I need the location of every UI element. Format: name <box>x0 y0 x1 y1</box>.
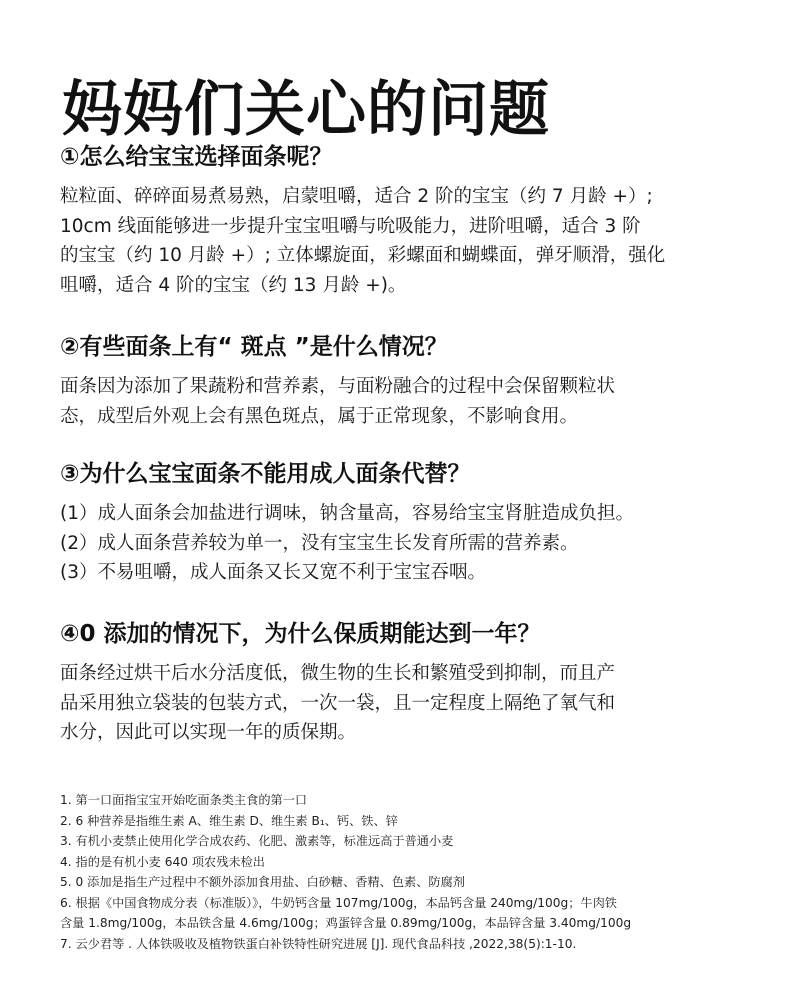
answer-line: 粒粒面、碎碎面易煮易熟，启蒙咀嚼，适合 2 阶的宝宝（约 7 月龄 +）; <box>60 186 653 207</box>
answer-line: 10cm 线面能够进一步提升宝宝咀嚼与吮吸能力，进阶咀嚼，适合 3 阶 <box>60 215 641 237</box>
answer-3 <box>60 499 750 588</box>
faq-section-3 <box>60 457 750 588</box>
answer-line: (2）成人面条营养较为单一，没有宝宝生长发育所需的营养素。 <box>60 532 579 554</box>
footnote: 含量 1.8mg/100g，本品铁含量 4.6mg/100g；鸡蛋锌含量 0.89mg/100g，本品锌含量 3.40mg/100g <box>60 916 632 930</box>
answer-line: 的宝宝（约 10 月龄 +）; 立体螺旋面，彩螺面和蝴蝶面，弹牙顺滑，强化 <box>60 245 666 266</box>
footnote: 4. 指的是有机小麦 640 项农残未检出 <box>60 854 265 869</box>
footnote: 7. 云少君等 . 人体铁吸收及植物铁蛋白补铁特性研究进展 [J]. 现代食品科技 ,2022,38(5):1-10. <box>60 936 577 951</box>
answer-4 <box>60 659 750 748</box>
footnote: 6. 根据《中国食物成分表（标准版）》，牛奶钙含量 107mg/100g，本品钙含量 240mg/100g；牛肉铁 <box>60 895 617 910</box>
answer-line: 咀嚼，适合 4 阶的宝宝（约 13 月龄 +)。 <box>60 274 407 296</box>
answer-2 <box>60 372 750 431</box>
answer-line: 水分，因此可以实现一年的质保期。 <box>60 722 357 743</box>
question-2: ②有些面条上有“ 斑点 ”是什么情况？ <box>60 334 448 360</box>
answer-line: 面条经过烘干后水分活度低，微生物的生长和繁殖受到抑制，而且产 <box>60 663 616 684</box>
answer-line: (3）不易咀嚼，成人面条又长又宽不利于宝宝吞咽。 <box>60 562 486 583</box>
answer-line: 品采用独立袋装的包装方式，一次一袋，且一定程度上隔绝了氧气和 <box>60 692 616 714</box>
faq-section-4 <box>60 617 750 748</box>
answer-line: 态，成型后外观上会有黑色斑点，属于正常现象，不影响食用。 <box>60 405 579 427</box>
footnote: 5. 0 添加是指生产过程中不额外添加食用盐、白砂糖、香精、色素、防腐剂 <box>60 875 465 889</box>
footnote: 3. 有机小麦禁止使用化学合成农药、化肥、激素等，标准远高于普通小麦 <box>60 834 454 848</box>
question-1: ①怎么给宝宝选择面条呢？ <box>60 144 333 170</box>
answer-line: (1）成人面条会加盐进行调味，钠含量高，容易给宝宝肾脏造成负担。 <box>60 503 634 524</box>
faq-section-1 <box>60 140 750 300</box>
footnote: 1. 第一口面指宝宝开始吃面条类主食的第一口 <box>60 793 308 807</box>
footnote: 2. 6 种营养是指维生素 A、维生素 D、维生素 B₁、钙、铁、锌 <box>60 813 398 828</box>
answer-1 <box>60 182 750 300</box>
answer-line: 面条因为添加了果蔬粉和营养素，与面粉融合的过程中会保留颗粒状 <box>60 376 616 397</box>
page-title: 妈妈们关心的问题 <box>62 75 550 146</box>
footnotes <box>60 790 750 954</box>
question-4: ④0 添加的情况下，为什么保质期能达到一年？ <box>60 621 541 647</box>
faq-section-2 <box>60 330 750 431</box>
question-3: ③为什么宝宝面条不能用成人面条代替？ <box>60 461 471 487</box>
